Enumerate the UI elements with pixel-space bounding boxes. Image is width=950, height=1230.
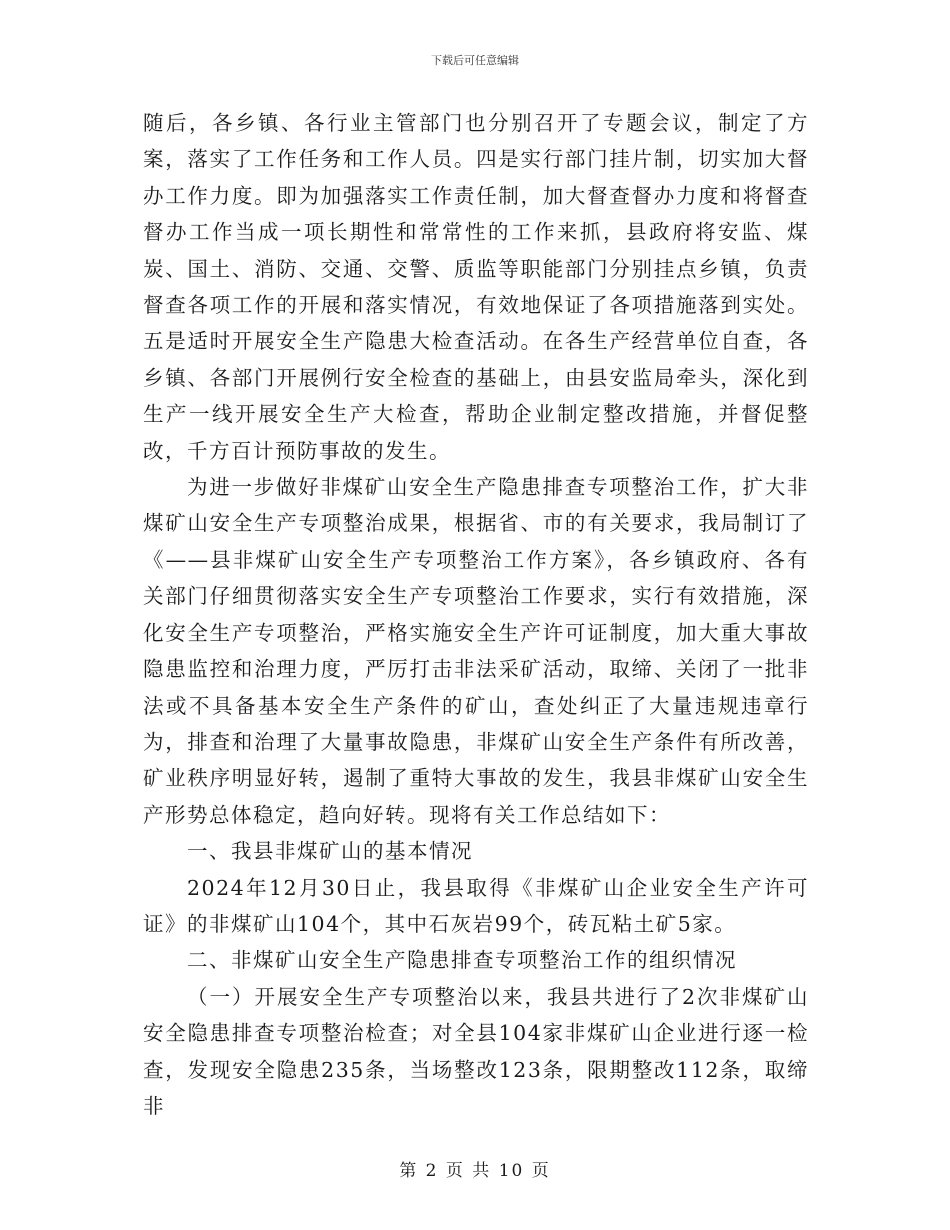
section-heading-1: 一、我县非煤矿山的基本情况 <box>187 839 473 864</box>
paragraph-1: 随后，各乡镇、各行业主管部门也分别召开了专题会议，制定了方案，落实了工作任务和工作人员。四是实行部门挂片制，切实加大督办工作力度。即为加强落实工作责任制，加大督查督办力度和将督查督办工作当成一项长期性和常常性的工作来抓，县政府将安监、煤炭、国土、消防、交通、交警、质监等职能部门分别挂点乡镇，负责督查各项工作的开展和落实情况，有效地保证了各项措施落到实处。五是适时开展安全生产隐患大检查活动。在各生产经营单位自查，各乡镇、各部门开展例行安全检查的基础上，由县安监局牵头，深化到生产一线开展安全生产大检查，帮助企业制定整改措施，并督促整改，千方百计预防事故的发生。 <box>143 111 809 463</box>
document-body <box>143 105 809 1124</box>
paragraph-2: 为进一步做好非煤矿山安全生产隐患排查专项整治工作，扩大非煤矿山安全生产专项整治成果，根据省、市的有关要求，我局制订了《——县非煤矿山安全生产专项整治工作方案》，各乡镇政府、各有关部门仔细贯彻落实安全生产专项整治工作要求，实行有效措施，深化安全生产专项整治，严格实施安全生产许可证制度，加大重大事故隐患监控和治理力度，严厉打击非法采矿活动，取缔、关闭了一批非法或不具备基本安全生产条件的矿山，查处纠正了大量违规违章行为，排查和治理了大量事故隐患，非煤矿山安全生产条件有所改善，矿业秩序明显好转，遏制了重特大事故的发生，我县非煤矿山安全生产形势总体稳定，趋向好转。现将有关工作总结如下： <box>143 475 809 827</box>
paragraph-4: （一）开展安全生产专项整治以来，我县共进行了2次非煤矿山安全隐患排查专项整治检查；对全县104家非煤矿山企业进行逐一检查，发现安全隐患235条，当场整改123条，限期整改112条，取缔非 <box>143 984 809 1118</box>
page-number: 第 2 页 共 10 页 <box>399 1161 551 1181</box>
page-header: 下载后可任意编辑 <box>431 54 519 67</box>
section-heading-2: 二、非煤矿山安全生产隐患排查专项整治工作的组织情况 <box>187 948 737 973</box>
paragraph-3: 2024年12月30日止，我县取得《非煤矿山企业安全生产许可证》的非煤矿山104个，其中石灰岩99个，砖瓦粘土矿5家。 <box>143 875 809 936</box>
